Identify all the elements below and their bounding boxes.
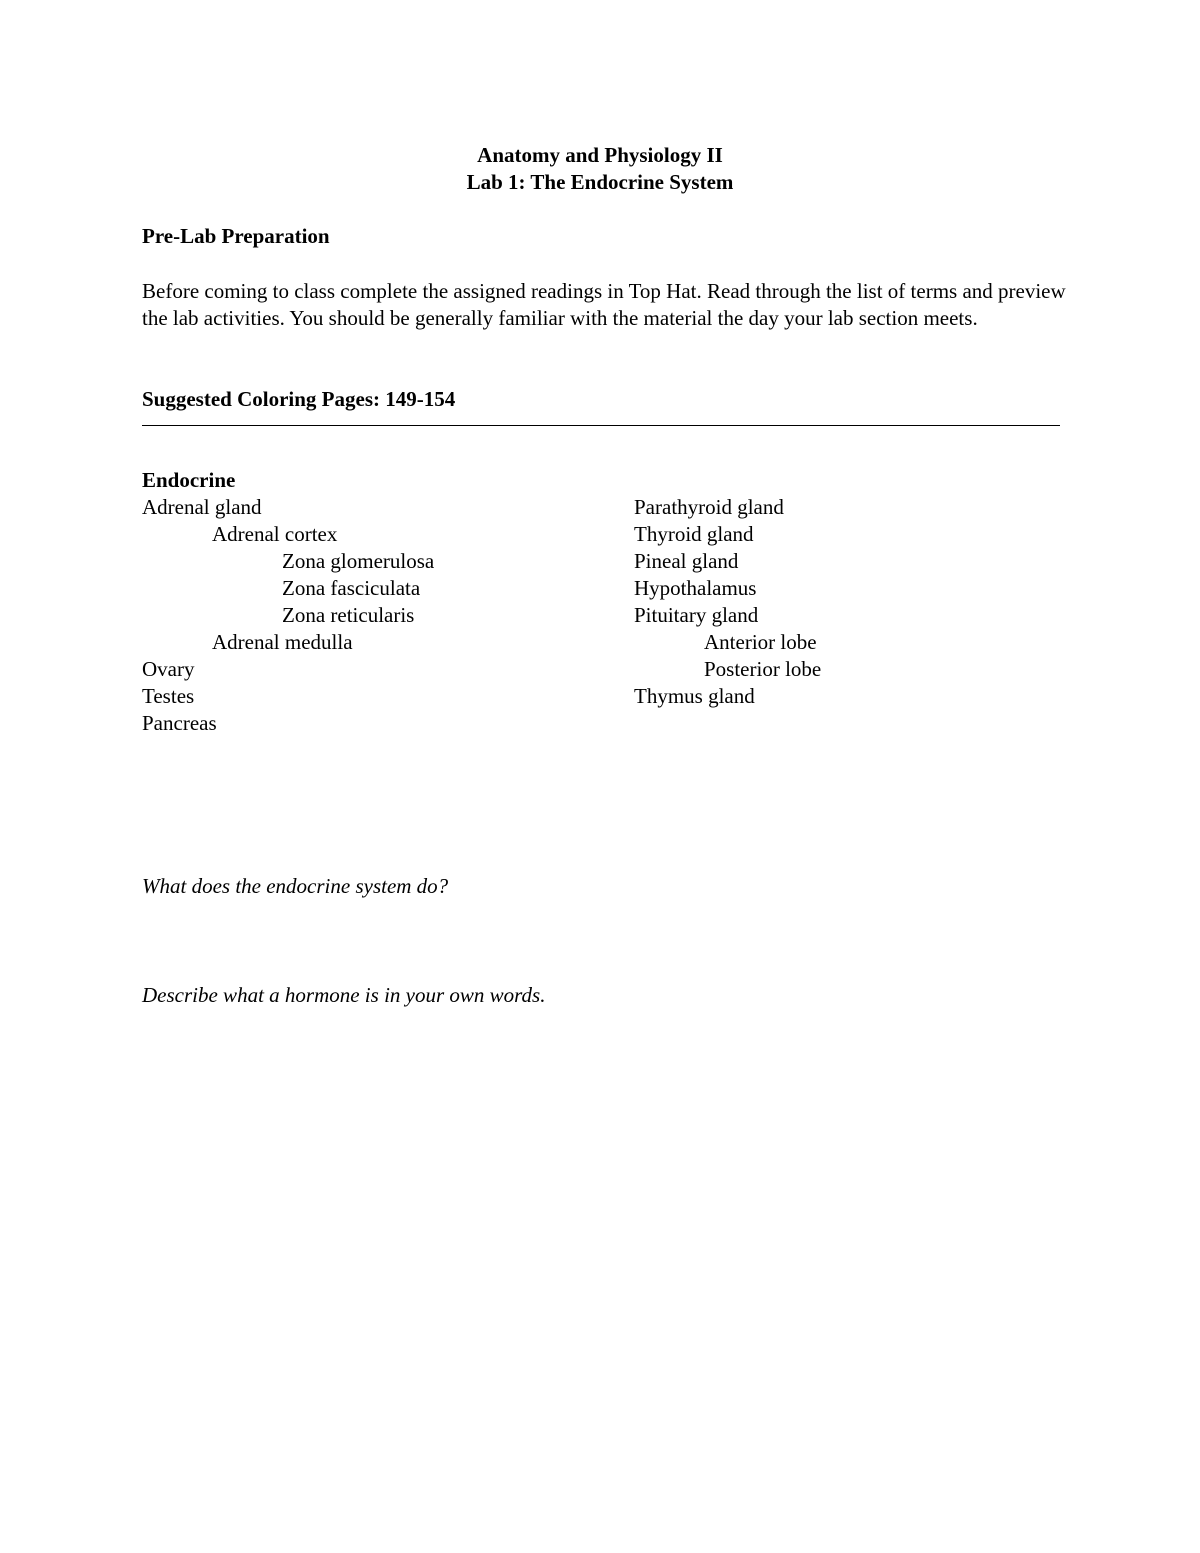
term-list-item: Parathyroid gland — [634, 495, 784, 519]
term-list-item: Thyroid gland — [634, 522, 754, 546]
title-block — [0, 142, 1200, 196]
term-list-item: Pancreas — [142, 711, 217, 735]
question-hormone-definition: Describe what a hormone is in your own words. — [142, 983, 546, 1007]
lab-title: Lab 1: The Endocrine System — [466, 170, 734, 194]
horizontal-divider — [142, 425, 1060, 426]
prelab-instructions: Before coming to class complete the assigned readings in Top Hat. Read through the list of terms and preview the lab activities. You should be generally familiar with the material the day your lab section meets. — [142, 279, 1066, 330]
term-list-item: Adrenal medulla — [212, 630, 353, 654]
question-endocrine-function: What does the endocrine system do? — [142, 874, 449, 898]
term-list-item: Testes — [142, 684, 195, 708]
coloring-pages-heading: Suggested Coloring Pages: 149-154 — [142, 387, 456, 411]
term-list-item: Zona glomerulosa — [282, 549, 435, 573]
term-list-item: Zona fasciculata — [282, 576, 421, 600]
term-list-item: Hypothalamus — [634, 576, 757, 600]
term-list-item: Ovary — [142, 657, 195, 681]
term-list-item: Adrenal gland — [142, 495, 262, 519]
prelab-heading: Pre-Lab Preparation — [142, 224, 330, 248]
term-list-item: Pineal gland — [634, 549, 739, 573]
term-list-item: Zona reticularis — [282, 603, 415, 627]
terms-heading: Endocrine — [142, 468, 236, 492]
terms-column-right — [634, 494, 1054, 710]
course-title: Anatomy and Physiology II — [477, 143, 723, 167]
term-list-item: Adrenal cortex — [212, 522, 338, 546]
term-list-item: Pituitary gland — [634, 603, 759, 627]
term-list-item: Anterior lobe — [704, 630, 817, 654]
term-list-item: Thymus gland — [634, 684, 755, 708]
term-list-item: Posterior lobe — [704, 657, 822, 681]
terms-column-left — [142, 494, 612, 737]
